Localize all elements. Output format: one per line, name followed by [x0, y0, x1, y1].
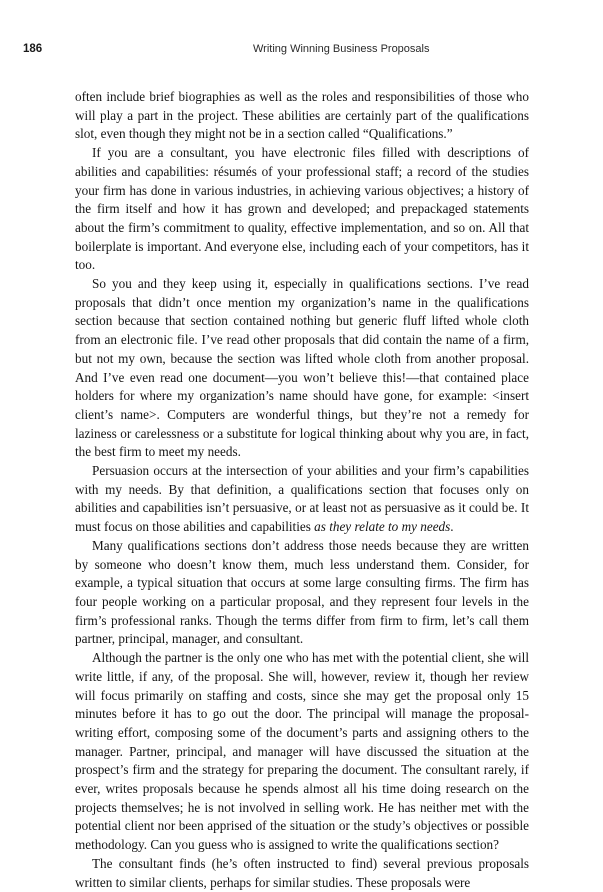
page-number: 186 — [23, 43, 43, 55]
running-header — [23, 43, 563, 59]
paragraph: Many qualifications sections don’t address those needs because they are written by someone who doesn’t know them, much less understand them. Consider, for example, a typical situation that occurs at some large consulting firms. The firm has four people working on a particular proposal, and they represent four levels in the firm’s professional ranks. Though the terms differ from firm to firm, let’s call them partner, principal, manager, and consultant. — [75, 537, 529, 647]
emphasis-text: as they relate to my needs — [314, 519, 451, 535]
paragraph-continued: often include brief biographies as well as the roles and responsibilities of those who will play a part in the project. These abilities are certainly part of the qualifications slot, even though they might not be in a section called “Qualifications.” — [75, 89, 529, 142]
paragraph: The consultant finds (he’s often instructed to find) several previous proposals written to similar clients, perhaps for similar studies. These proposals were — [75, 855, 529, 890]
paragraph: So you and they keep using it, especially in qualifications sections. I’ve read proposals that didn’t once mention my organization’s name in the qualifications section because that section contained nothing but generic fluff lifted whole cloth from an electronic file. I’ve read other proposals that did contain the name of a firm, but not my own, because the section was lifted whole cloth from another proposal. And I’ve even read one document—you won’t believe this!—that contained place holders for where my organization’s name should have gone, for example: <insert client’s name>. Computers are wonderful things, but they’re not a remedy for laziness or carelessness or a substitute for logical thinking about why you are, in fact, the best firm to meet my needs. — [75, 276, 529, 460]
paragraph-text: . — [450, 519, 454, 535]
paragraph — [75, 462, 529, 537]
body-text — [75, 88, 529, 892]
paragraph: Although the partner is the only one who has met with the potential client, she will write little, if any, of the proposal. She will, however, review it, though her review will focus primarily on staffing and costs, since she may get the proposal only 15 minutes before it has to go out the door. The principal will manage the proposal-writing effort, composing some of the document’s parts and assigning others to the manager. Partner, principal, and manager will have discussed the situation at the prospect’s firm and the strategy for preparing the document. The consultant rarely, if ever, writes proposals because he spends almost all his time doing research on the projects themselves; he is not involved in selling work. He has neither met with the potential client nor been apprised of the situation or the study’s objectives or possible methodology. Can you guess who is assigned to write the qualifications section? — [75, 650, 529, 853]
running-head-title: Writing Winning Business Proposals — [253, 43, 430, 55]
paragraph: If you are a consultant, you have electronic files filled with descriptions of abilities and capabilities: résumés of your professional staff; a record of the studies your firm has done in various industries, in achieving various objectives; a history of the firm itself and how it has grown and developed; and prepackaged statements about the firm’s commitment to quality, effective implementation, and so on. All that boilerplate is important. And everyone else, including each of your competitors, has it too. — [75, 145, 529, 273]
paragraph-text: Persuasion occurs at the intersection of your abilities and your firm’s capabilities with my needs. By that definition, a qualifications section that focuses only on abilities and capabilities isn’t persuasive, or at least not as persuasive as it could be. It must focus on those abilities and capabilities — [75, 463, 529, 535]
